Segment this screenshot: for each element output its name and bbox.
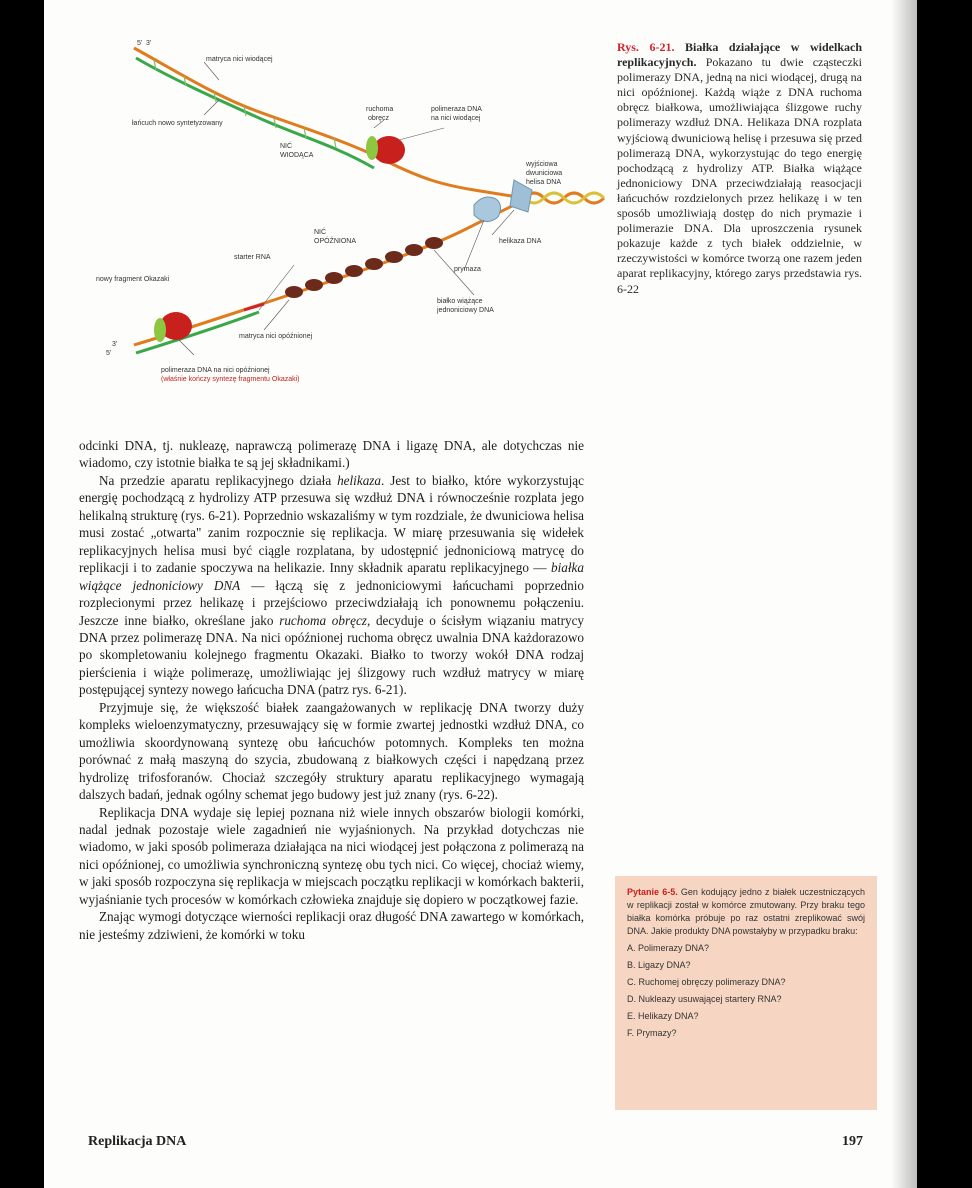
end-label-5-bottom: 5' (106, 350, 112, 357)
end-label-3-bottom: 3' (112, 341, 118, 348)
label-ssb: białko wiążące (437, 298, 483, 305)
label-helix: wyjściowa (526, 161, 558, 168)
question-option: D. Nukleazy usuwającej startery RNA? (627, 994, 782, 1004)
paragraph: Na przedzie aparatu replikacyjnego działa helikaza. Jest to białko, które wykorzystując energię pochodzącą z hydrolizy ATP przesuwa się wzdłuż DNA i równocześnie rozplata jego helikalną strukturę (rys. 6-21). Poprzednio wskazaliśmy w tym rozdziale, że dwuniciowa helisa musi zostać „otwarta" zanim rozpocznie się replikacja. W miarę przesuwania się widełek replikacyjnych helisa musi być ciągle rozplatana, by udostępnić jednoniciową matrycę do replikacji i to zadanie spoczywa na helikazie. Inny składnik aparatu replikacyjnego — białka wiążące jednoniciowy DNA — łączą się z jednoniciowymi łańcuchami poprzednio rozplecionymi przez helikazę i przejściowo przeciwdziałają ich ponownemu połączeniu. Jeszcze inne białko, określane jako ruchoma obręcz, decyduje o ścisłym wiązaniu matrycy DNA przez polimerazę DNA. Na nici opóźnionej ruchoma obręcz uwalnia DNA każdorazowo po skompletowaniu kolejnego fragmentu Okazaki. Białko to tworzy wokół DNA rodzaj pierścienia i wiąże polimerazę, umożliwiając jej ślizgowy ruch wzdłuż matrycy w miarę postępującej syntezy nowego łańcucha DNA (patrz rys. 6-21). (79, 472, 585, 698)
lagging-clamp (154, 318, 166, 342)
body-text (79, 437, 584, 943)
label-pol-lagging: polimeraza DNA na nici opóźnionej (161, 367, 270, 374)
label-matrix-lagging: matryca nici opóźnionej (239, 333, 313, 340)
label-pol-leading: polimeraza DNA (431, 106, 482, 113)
page-shadow (891, 0, 917, 1188)
question-option: A. Polimerazy DNA? (627, 943, 710, 953)
label-lagging-strand: NIĆ (314, 229, 327, 236)
primase (474, 197, 501, 222)
caption-number: Rys. 6-21. (617, 40, 675, 54)
figure-caption (617, 40, 862, 297)
label-new-chain: łańcuch nowo syntetyzowany (132, 120, 223, 127)
paragraph: odcinki DNA, tj. nukleazę, naprawczą polimerazę DNA i ligazę DNA, ale dotychczas nie wiadomo, czy istotnie białka te są jej składnikami.) (79, 438, 584, 471)
label-primer: starter RNA (234, 254, 271, 261)
label-helix-3: helisa DNA (526, 179, 562, 186)
question-options (627, 942, 865, 1040)
label-leading-strand-2: WIODĄCA (280, 152, 314, 159)
question-text: Pytanie 6-5. Gen kodujący jedno z białek uczestniczących w replikacji został w komórce zmutowany. Przy braku tego białka komórka próbuje po raz ostatni zreplikować swój DNA. Jakie produkty DNA powstałyby w przypadku braku: (627, 887, 865, 936)
label-leading-strand: NIĆ (280, 143, 293, 150)
label-lagging-strand-2: OPÓŹNIONA (314, 238, 357, 245)
book-page (44, 0, 917, 1188)
paragraph: Znając wymogi dotyczące wierności replikacji oraz długość DNA zawartego w komórkach, nie jesteśmy zdziwieni, że komórki w toku (79, 909, 584, 942)
label-ssb-2: jednoniciowy DNA (437, 307, 494, 314)
caption-text: Pokazano tu dwie cząsteczki polimerazy DNA, jedną na nici wiodącej, drugą na nici opóźnionej. Każdą wiąże z DNA ruchoma obręcz białkowa, umożliwiająca ślizgowe ruchy polimerazy wzdłuż DNA. Helikaza DNA rozplata wyjściową dwuniciową helisę i przesuwa się przed polimerazą DNA, wykorzystując do tego energię pochodzącą z hydrolizy ATP. Białka wiążące jednoniciowy DNA przeciwdziałają reasocjacji łańcuchów rozdzielonych przez helikazę i w ten sposób umożliwiają dostęp do nich prymazie i polimerazie DNA. Dla uproszczenia rysunek pokazuje każde z tych białek oddzielnie, w rzeczywistości w komórce tworzą one razem jeden aparat replikacyjny, którego zarys przedstawia rys. 6-22 (617, 55, 862, 296)
paragraph: Replikacja DNA wydaje się lepiej poznana niż wiele innych obszarów biologii komórki, nadal jednak pozostaje wiele zagadnień nie wyjaśnionych. Na przykład dotychczas nie wiadomo, w jaki sposób polimeraza działająca na nici wiodącej jest połączona z polimerazą na nici opóźnionej, co umożliwia synchroniczną syntezę obu tych nici. Co więcej, chociaż wiemy, w jaki sposób rozpoczyna się replikacja w miejscach początku replikacji w komórkach bakterii, wyjaśnianie tych procesów w komórkach człowieka znajduje się dopiero w początkowej fazie. (79, 804, 584, 907)
leading-clamp (366, 136, 378, 160)
ssb-proteins (285, 237, 443, 298)
label-primase: prymaza (454, 266, 481, 273)
label-pol-leading-2: na nici wiodącej (431, 115, 481, 122)
question-option: C. Ruchomej obręczy polimerazy DNA? (627, 977, 786, 987)
replication-fork-figure (44, 0, 644, 420)
question-option: B. Ligazy DNA? (627, 960, 691, 970)
end-label-3-top: 3' (146, 40, 152, 47)
label-okazaki: nowy fragment Okazaki (96, 276, 170, 283)
question-option: E. Helikazy DNA? (627, 1011, 699, 1021)
question-title: Pytanie 6-5. (627, 887, 678, 897)
leading-new-strand (136, 58, 374, 168)
question-box (615, 876, 877, 1110)
label-clamp-2: obręcz (368, 115, 390, 122)
caption-title: Białka działające w widelkach replikacyjnych. (617, 40, 862, 70)
end-label-5-top: 5' (137, 40, 143, 47)
label-matrix-leading: matryca nici wiodącej (206, 56, 273, 63)
label-helicase: helikaza DNA (499, 238, 542, 245)
label-pol-lagging-note: (właśnie kończy syntezę fragmentu Okazaki) (161, 376, 300, 383)
page-number: 197 (842, 1134, 863, 1149)
label-helix-2: dwuniciowa (526, 170, 563, 177)
question-option: F. Prymazy? (627, 1028, 677, 1038)
label-clamp: ruchoma (366, 106, 394, 113)
running-footer-title: Replikacja DNA (88, 1134, 187, 1149)
paragraph: Przyjmuje się, że większość białek zaangażowanych w replikację DNA tworzy duży kompleks wieloenzymatyczny, przesuwający się w formie zwartej jednostki wzdłuż DNA, co umożliwia skoordynowaną syntezę obu łańcuchów potomnych. Kompleks ten można porównać z małą maszyną do szycia, zbudowaną z białkowych części i napędzaną przez hydrolizę trifosforanów. Chociaż szczegóły struktury aparatu replikacyjnego wymagają dalszych badań, jednak ogólny schemat jego budowy jest już znany (rys. 6-22). (79, 699, 584, 803)
